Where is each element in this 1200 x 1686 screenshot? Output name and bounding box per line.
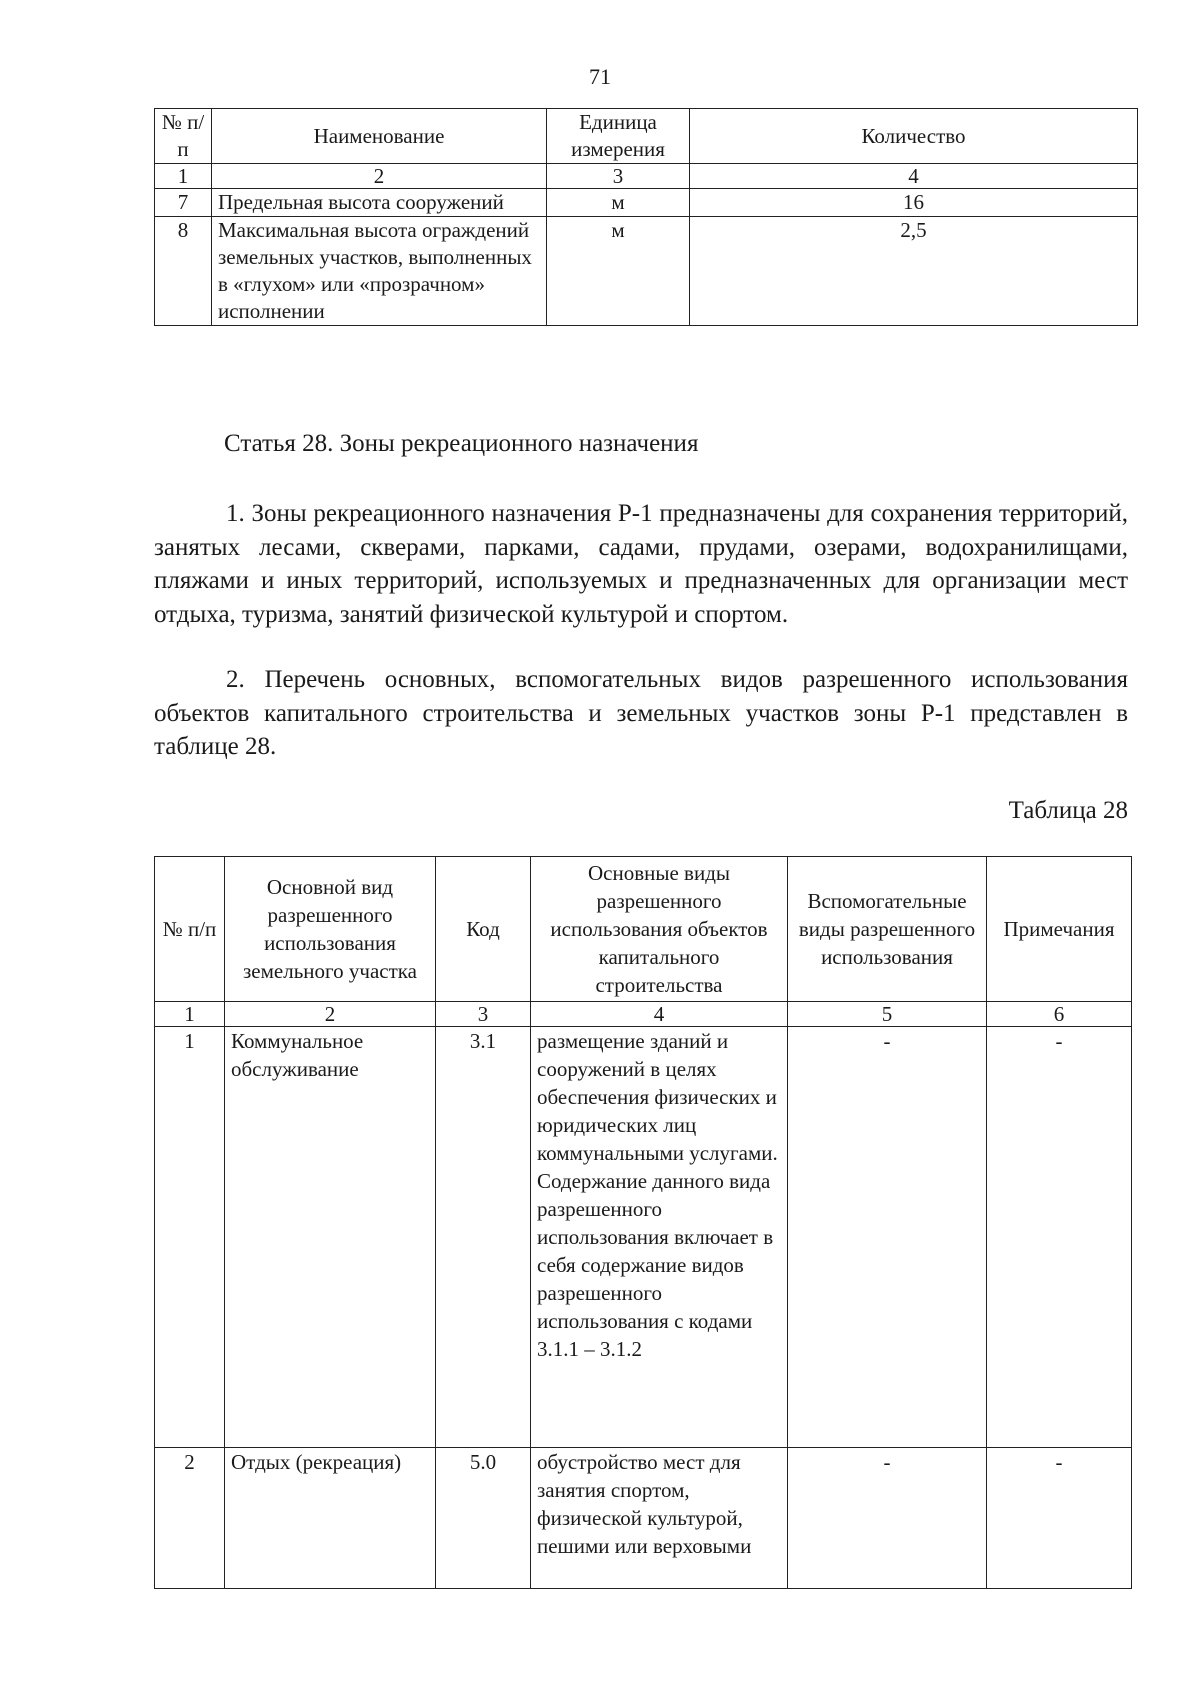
row-quantity: 16 (690, 189, 1138, 217)
page-number: 71 (589, 64, 611, 89)
index-cell: 5 (788, 1002, 987, 1027)
index-cell: 1 (155, 164, 212, 189)
row-notes: - (987, 1448, 1132, 1589)
header-number: № п/п (155, 857, 225, 1002)
index-cell: 2 (212, 164, 547, 189)
paragraph (154, 663, 1128, 764)
header-code: Код (436, 857, 531, 1002)
table-row (155, 1448, 1132, 1589)
row-main-use: Коммунальное обслуживание (225, 1027, 436, 1448)
index-cell: 4 (531, 1002, 788, 1027)
paragraph-text: 1. Зоны рекреационного назначения Р-1 предназначены для сохранения территорий, занятых лесами, скверами, парками, садами, прудами, озерами, водохранилищами, пляжами и иных территорий, используемых и предназначенных для организации мест отдыха, туризма, занятий физической культурой и спортом. (154, 500, 1128, 628)
table-row (155, 1027, 1132, 1448)
row-description: размещение зданий и сооружений в целях обеспечения физических и юридических лиц коммунальными услугами. Содержание данного вида разрешенного использования включает в себя содержание видов разрешенного использования с кодами 3.1.1 – 3.1.2 (531, 1027, 788, 1448)
row-quantity: 2,5 (690, 217, 1138, 326)
row-number: 7 (155, 189, 212, 217)
row-number: 2 (155, 1448, 225, 1589)
article-heading: Статья 28. Зоны рекреационного назначения (224, 430, 699, 457)
row-main-use: Отдых (рекреация) (225, 1448, 436, 1589)
permitted-use-table (154, 856, 1132, 1589)
row-unit: м (547, 217, 690, 326)
index-cell: 3 (547, 164, 690, 189)
row-code: 3.1 (436, 1027, 531, 1448)
row-auxiliary: - (788, 1448, 987, 1589)
header-quantity: Количество (690, 109, 1138, 164)
table-index-row (155, 164, 1138, 189)
header-unit: Единица измерения (547, 109, 690, 164)
row-unit: м (547, 189, 690, 217)
row-description: обустройство мест для занятия спортом, физической культурой, пешими или верховыми (531, 1448, 788, 1589)
table-row (155, 217, 1138, 326)
header-construction-use: Основные виды разрешенного использования объектов капитального строительства (531, 857, 788, 1002)
paragraph (154, 497, 1128, 631)
index-cell: 6 (987, 1002, 1132, 1027)
table-header-row (155, 109, 1138, 164)
row-auxiliary: - (788, 1027, 987, 1448)
row-code: 5.0 (436, 1448, 531, 1589)
header-name: Наименование (212, 109, 547, 164)
header-auxiliary-use: Вспомогательные виды разрешенного использования (788, 857, 987, 1002)
table-row (155, 189, 1138, 217)
header-number: № п/п (155, 109, 212, 164)
row-name: Максимальная высота ограждений земельных участков, выполненных в «глухом» или «прозрачном» исполнении (212, 217, 547, 326)
index-cell: 2 (225, 1002, 436, 1027)
row-number: 8 (155, 217, 212, 326)
index-cell: 1 (155, 1002, 225, 1027)
index-cell: 4 (690, 164, 1138, 189)
table-caption: Таблица 28 (1008, 797, 1128, 824)
header-main-use: Основной вид разрешенного использования земельного участка (225, 857, 436, 1002)
table-header-row (155, 857, 1132, 1002)
header-notes: Примечания (987, 857, 1132, 1002)
table-index-row (155, 1002, 1132, 1027)
row-number: 1 (155, 1027, 225, 1448)
row-name: Предельная высота сооружений (212, 189, 547, 217)
limits-table (154, 108, 1138, 326)
index-cell: 3 (436, 1002, 531, 1027)
paragraph-text: 2. Перечень основных, вспомогательных видов разрешенного использования объектов капитального строительства и земельных участков зоны Р-1 представлен в таблице 28. (154, 666, 1128, 760)
row-notes: - (987, 1027, 1132, 1448)
